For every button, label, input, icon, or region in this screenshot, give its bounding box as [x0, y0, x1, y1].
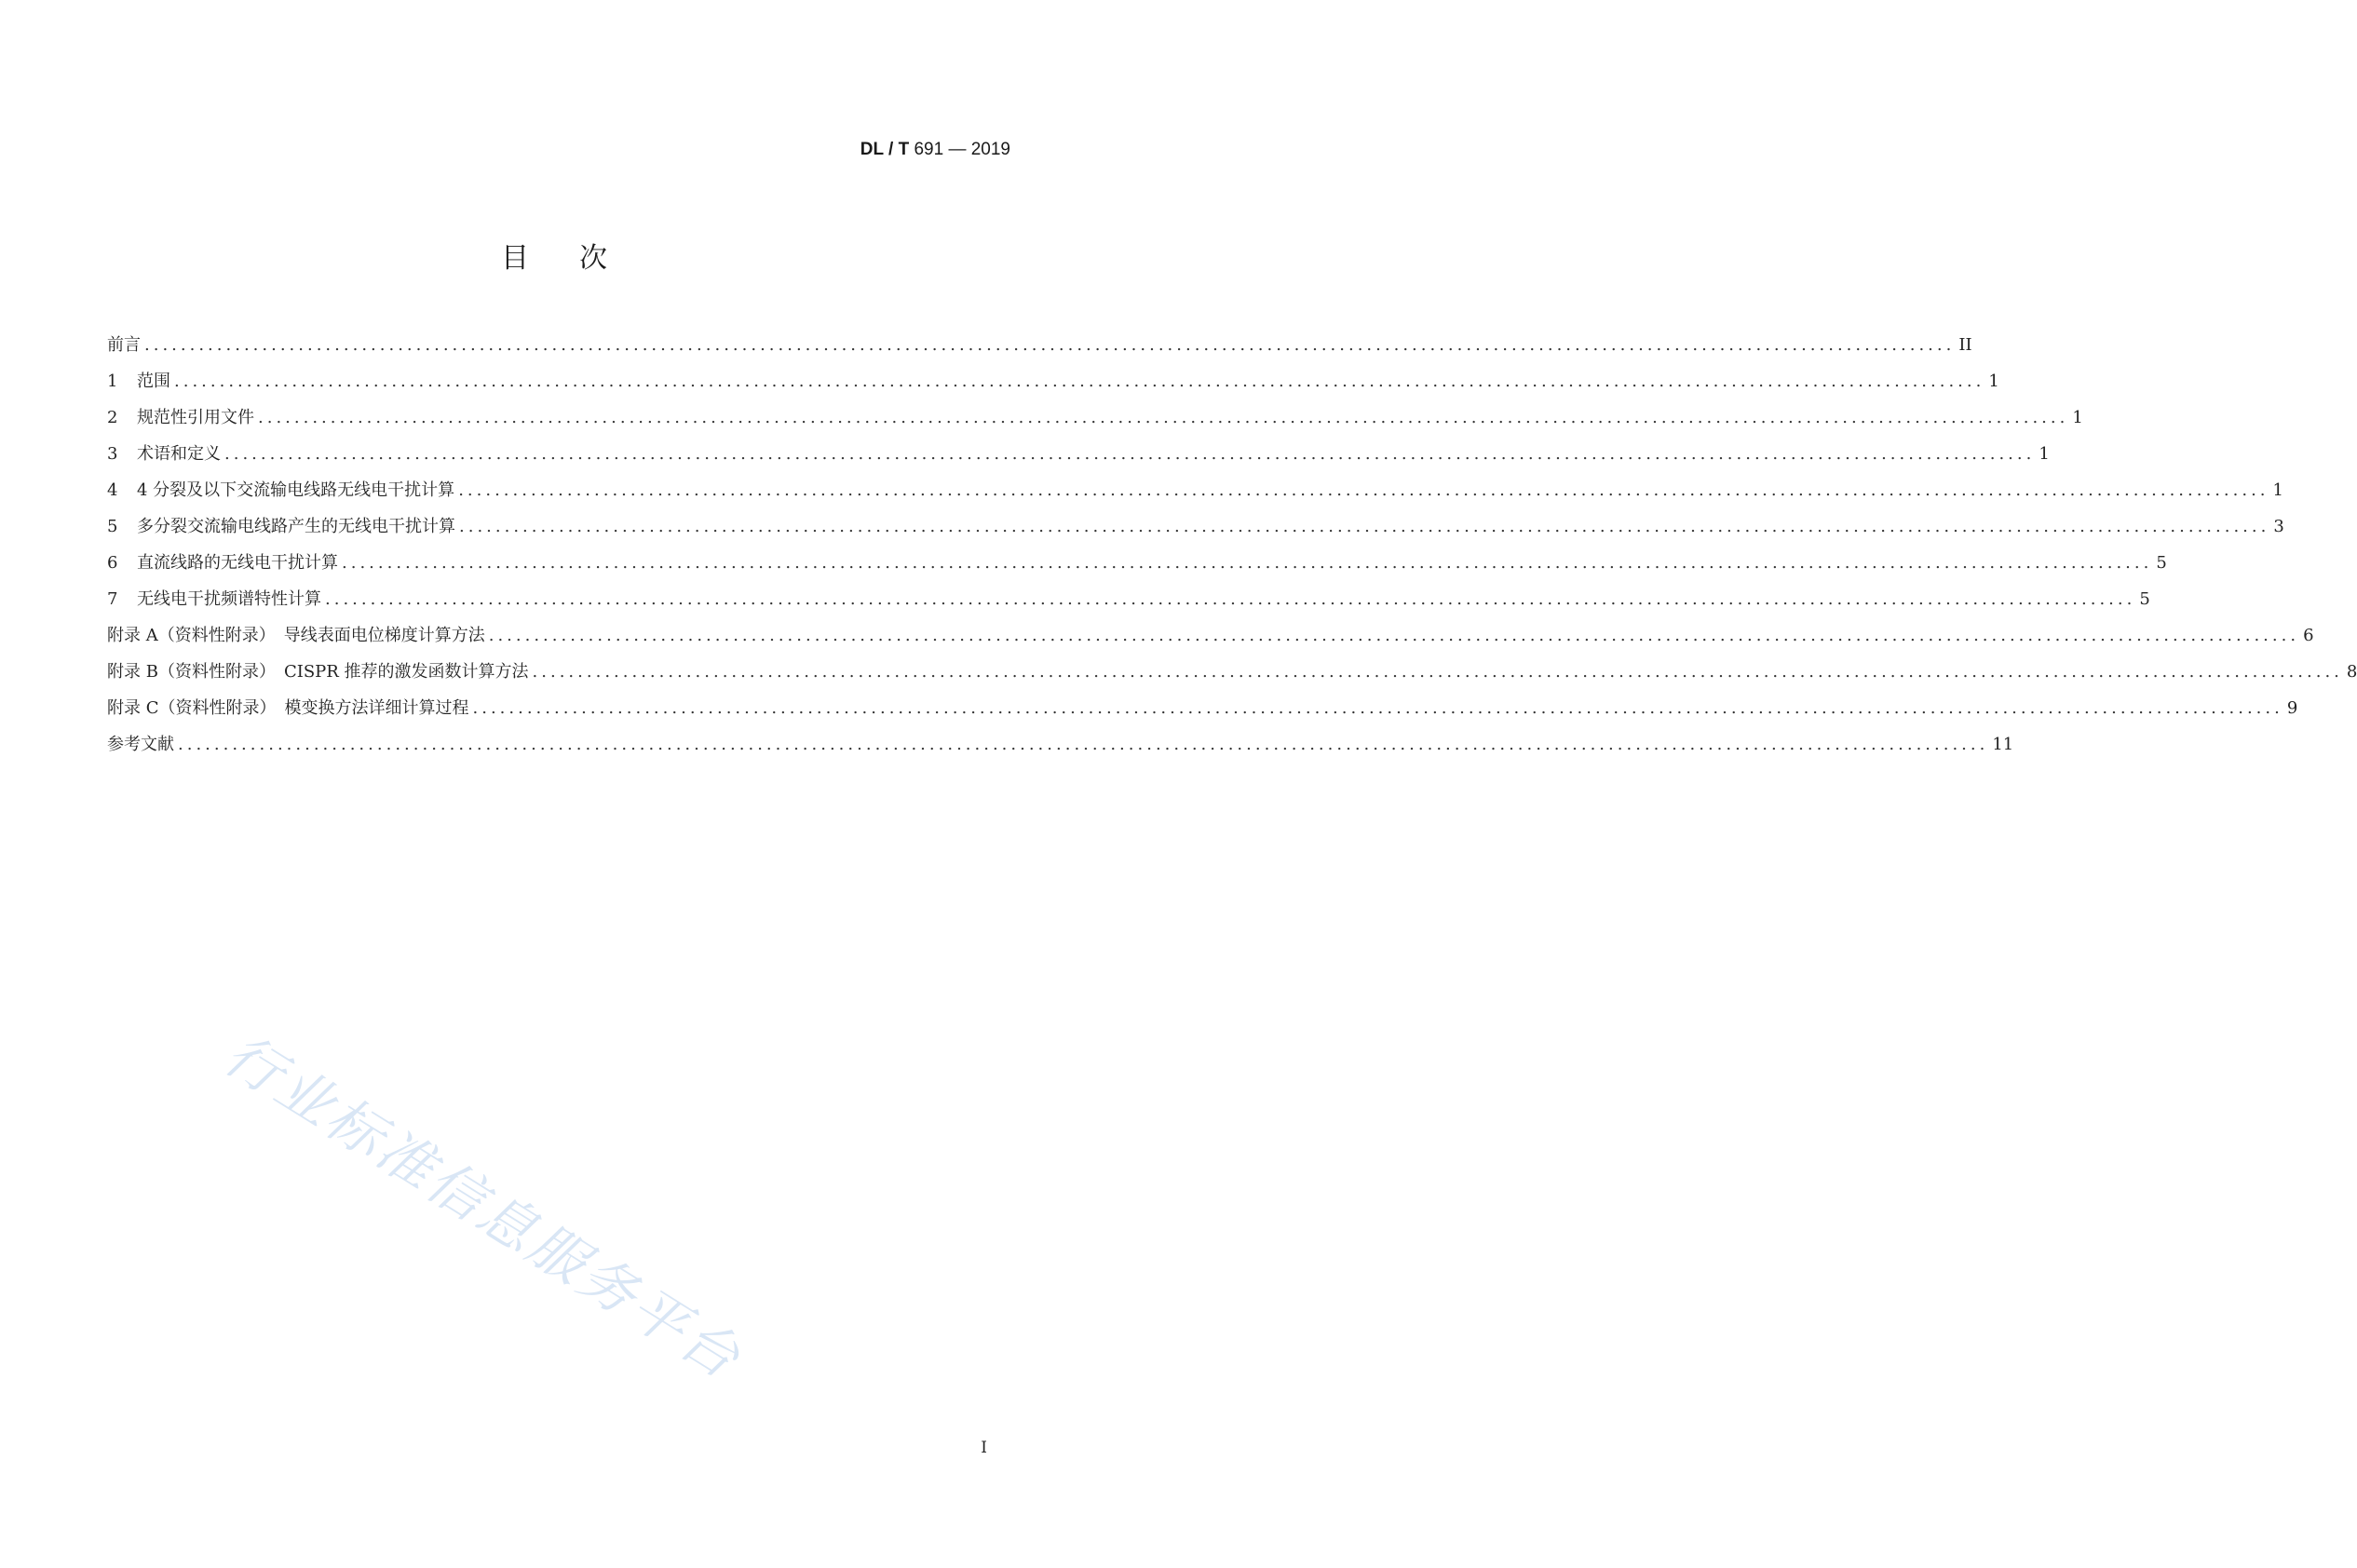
toc-leader-dots: ........................................................................................................................................................................................................: [325, 589, 2136, 609]
standard-year: 691 — 2019: [909, 140, 1010, 159]
toc-entry[interactable]: [107, 654, 2357, 690]
watermark: 行业标准信息服务平台: [212, 1021, 753, 1394]
toc-entry-page: 11: [1992, 735, 2014, 754]
toc-entry-label: 规范性引用文件: [137, 408, 254, 427]
toc-entry-page: 1: [2072, 408, 2083, 427]
toc-leader-dots: ........................................................................................................................................................................................................: [174, 372, 1985, 391]
toc-entry-page: 6: [2303, 626, 2314, 645]
toc-entry[interactable]: [107, 363, 1999, 399]
toc-leader-dots: ........................................................................................................................................................................................................: [472, 698, 2283, 718]
toc-entry[interactable]: [107, 690, 2298, 726]
toc-entry-page: 1: [2039, 444, 2050, 464]
toc-entry-page: 1: [1988, 372, 1999, 391]
toc-entry[interactable]: [107, 581, 2150, 617]
toc-entry[interactable]: [107, 508, 2284, 545]
toc-leader-dots: ........................................................................................................................................................................................................: [488, 626, 2300, 645]
page-number: I: [981, 1439, 987, 1457]
toc-entry-number: 1: [107, 372, 118, 391]
toc-entry-page: 3: [2273, 517, 2284, 536]
toc-leader-dots: ........................................................................................................................................................................................................: [458, 480, 2269, 500]
toc-entry[interactable]: [107, 726, 2014, 763]
toc-entry-label: 无线电干扰频谱特性计算: [137, 589, 321, 609]
toc-entry-page: 1: [2272, 480, 2283, 500]
toc-entry-number: 6: [107, 553, 118, 573]
toc-entry-label: 直流线路的无线电干扰计算: [137, 553, 338, 573]
toc-leader-dots: ........................................................................................................................................................................................................: [144, 335, 1956, 355]
toc-leader-dots: ........................................................................................................................................................................................................: [258, 408, 2069, 427]
toc-entry-page: 9: [2286, 698, 2298, 718]
toc-entry[interactable]: [107, 399, 2083, 436]
toc-entry-page: II: [1958, 335, 1972, 355]
toc-entry-label: 4 分裂及以下交流输电线路无线电干扰计算: [137, 480, 455, 500]
toc-entry-label: 术语和定义: [137, 444, 221, 464]
toc-entry-label: 附录 B（资料性附录） CISPR 推荐的激发函数计算方法: [107, 662, 529, 682]
toc-entry[interactable]: [107, 327, 1972, 363]
toc-entry-number: 4: [107, 480, 118, 500]
toc-entry-label: 附录 C（资料性附录） 模变换方法详细计算过程: [107, 698, 469, 718]
toc-entry-number: 5: [107, 517, 118, 536]
toc-entry[interactable]: [107, 472, 2283, 508]
toc-entry-number: 7: [107, 589, 118, 609]
toc-entry-label: 参考文献: [107, 735, 174, 754]
toc-entry-page: 5: [2156, 553, 2167, 573]
toc-entry[interactable]: [107, 436, 2050, 472]
toc-leader-dots: ........................................................................................................................................................................................................: [224, 444, 2036, 464]
toc-entry-page: 5: [2139, 589, 2150, 609]
toc-entry-number: 3: [107, 444, 118, 464]
toc-entry-page: 8: [2346, 662, 2357, 682]
toc-leader-dots: ........................................................................................................................................................................................................: [532, 662, 2343, 682]
table-of-contents: [107, 327, 2357, 763]
toc-leader-dots: ........................................................................................................................................................................................................: [178, 735, 1989, 754]
toc-entry-label: 多分裂交流输电线路产生的无线电干扰计算: [137, 517, 455, 536]
toc-entry[interactable]: [107, 545, 2167, 581]
standard-number: [860, 140, 1010, 160]
page-title: 目次: [501, 242, 657, 275]
toc-leader-dots: ........................................................................................................................................................................................................: [459, 517, 2270, 536]
toc-entry-label: 附录 A（资料性附录） 导线表面电位梯度计算方法: [107, 626, 485, 645]
toc-entry-number: 2: [107, 408, 118, 427]
toc-entry[interactable]: [107, 617, 2314, 654]
toc-entry-label: 范围: [137, 372, 170, 391]
toc-entry-label: 前言: [107, 335, 141, 355]
toc-leader-dots: ........................................................................................................................................................................................................: [342, 553, 2153, 573]
standard-code: DL / T: [860, 140, 910, 159]
